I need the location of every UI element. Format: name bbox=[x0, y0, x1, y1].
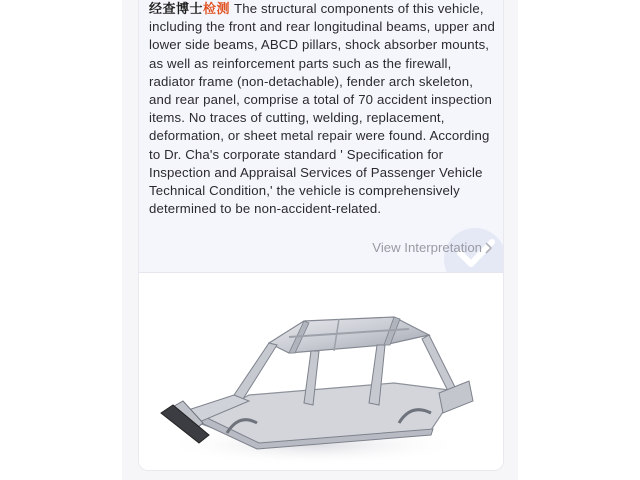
car-frame-image bbox=[139, 273, 503, 470]
brand-highlight: 检测 bbox=[203, 1, 231, 16]
description-text: The structural components of this vehicle, including the front and rear longitudinal beams, upper and lower side beams, ABCD pillars, shock absorber mounts, as well as reinforcement parts such as the firewall, radiator frame (non-detachable), fender arch skeleton, and rear panel, comprise a total of 70 accident inspection items. No traces of cutting, welding, replacement, deformation, or sheet metal repair were found. According to Dr. Cha's corporate standard ' Specification for Inspection and Appraisal Services of Passenger Vehicle Technical Condition,' the vehicle is comprehensively determined to be non-accident-related. bbox=[149, 1, 495, 217]
view-interpretation-link[interactable] bbox=[372, 240, 493, 255]
car-body-frame-illustration bbox=[139, 273, 503, 470]
inspection-card bbox=[138, 0, 504, 471]
view-interpretation-label: View Interpretation bbox=[372, 240, 482, 255]
inspection-summary-panel bbox=[139, 0, 503, 273]
inspection-description bbox=[149, 0, 499, 218]
brand-logo bbox=[149, 0, 230, 18]
brand-prefix: 经查博士 bbox=[149, 1, 204, 16]
chevron-right-icon bbox=[485, 242, 493, 254]
